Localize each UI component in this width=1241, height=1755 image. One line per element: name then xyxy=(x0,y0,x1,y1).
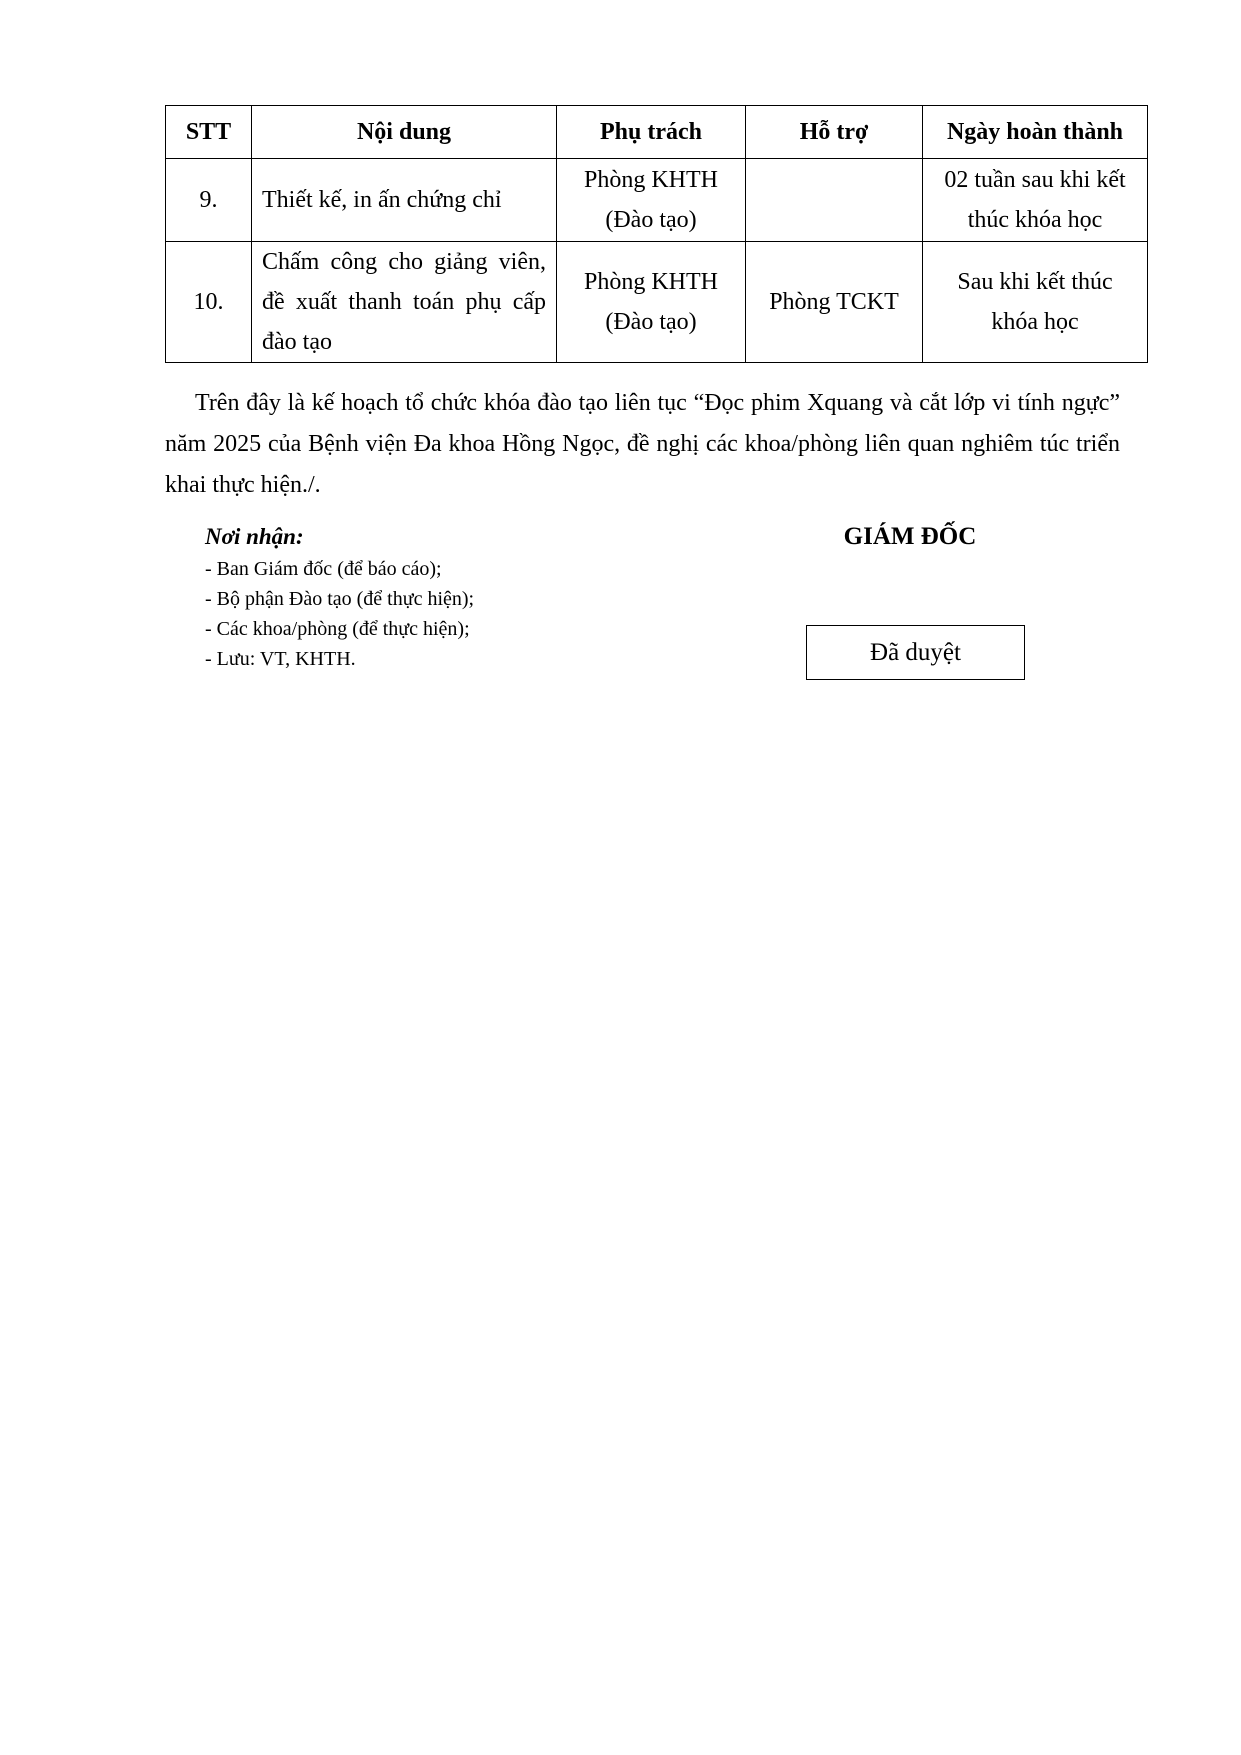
plan-table xyxy=(165,105,1148,363)
recipients-list xyxy=(205,554,705,674)
recipients-heading: Nơi nhận: xyxy=(205,524,304,549)
header-phu-trach: Phụ trách xyxy=(557,106,746,159)
table-row xyxy=(166,159,1148,242)
list-item: - Bộ phận Đào tạo (để thực hiện); xyxy=(205,588,475,610)
header-noi-dung: Nội dung xyxy=(252,106,557,159)
recipients-block xyxy=(205,520,705,674)
header-ho-tro: Hỗ trợ xyxy=(746,106,923,159)
cell-ngay-hoan-thanh: 02 tuần sau khi kết thúc khóa học xyxy=(923,159,1148,242)
cell-ngay-hoan-thanh: Sau khi kết thúc khóa học xyxy=(923,242,1148,363)
cell-ho-tro: Phòng TCKT xyxy=(746,242,923,363)
approval-stamp xyxy=(806,625,1025,680)
cell-noi-dung: Thiết kế, in ấn chứng chỉ xyxy=(252,159,557,242)
cell-noi-dung: Chấm công cho giảng viên, đề xuất thanh toán phụ cấp đào tạo xyxy=(252,242,557,363)
cell-stt: 9. xyxy=(166,159,252,242)
table-row xyxy=(166,242,1148,363)
header-stt: STT xyxy=(166,106,252,159)
cell-ho-tro xyxy=(746,159,923,242)
approval-status: Đã duyệt xyxy=(870,638,961,666)
cell-phu-trach: Phòng KHTH (Đào tạo) xyxy=(557,242,746,363)
signature-title: GIÁM ĐỐC xyxy=(843,523,977,550)
list-item: - Các khoa/phòng (để thực hiện); xyxy=(205,618,470,640)
list-item: - Ban Giám đốc (để báo cáo); xyxy=(205,558,442,580)
list-item: - Lưu: VT, KHTH. xyxy=(205,648,356,670)
closing-paragraph: Trên đây là kế hoạch tổ chức khóa đào tạo liên tục “Đọc phim Xquang và cắt lớp vi tính ngực” năm 2025 của Bệnh viện Đa khoa Hồng Ngọc, đề nghị các khoa/phòng liên quan nghiêm túc triển khai thực hiện./. xyxy=(165,390,1120,498)
cell-stt: 10. xyxy=(166,242,252,363)
table-header-row xyxy=(166,106,1148,159)
header-ngay-hoan-thanh: Ngày hoàn thành xyxy=(923,106,1148,159)
cell-phu-trach: Phòng KHTH (Đào tạo) xyxy=(557,159,746,242)
